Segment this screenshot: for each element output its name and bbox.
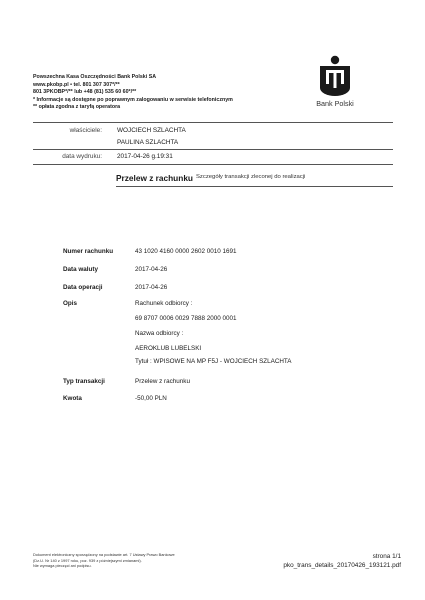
operation-date-value: 2017-04-26 [135,284,168,291]
bank-website-phone: www.pkobp.pl • tel. 801 307 307*/** [33,81,120,88]
value-date-label: Data waluty [63,266,98,273]
pko-logo-icon [317,55,353,97]
section-title: Przelew z rachunku [116,173,194,183]
logo-text: Bank Polski [316,99,354,108]
description-label: Opis [63,300,77,307]
page-number: strona 1/1 [372,553,401,560]
divider-top [33,122,393,123]
divider-owners [33,149,393,150]
recipient-account-value: 69 8707 0006 0029 7888 2000 0001 [135,315,237,322]
owner-2: PAULINA SZLACHTA [117,139,179,146]
owner-1: WOJCIECH SZLACHTA [117,127,186,134]
transaction-type-label: Typ transakcji [63,378,105,385]
amount-value: -50,00 PLN [135,395,167,402]
bank-fee-note: ** opłata zgodna z taryfą operatora [33,104,121,111]
bank-phone-alt: 801 3PKOBP*/** lub +48 (81) 535 60 60*/** [33,89,137,96]
print-date-label: data wydruku: [62,153,102,160]
account-number-label: Numer rachunku [63,248,114,255]
amount-label: Kwota [63,395,82,402]
section-subtitle: Szczegóły transakcji zleconej do realizacji [196,174,306,180]
transaction-type-value: Przelew z rachunku [135,378,190,385]
bank-logo [309,55,361,113]
page-info [283,552,401,570]
legal-line-3: Nie wymaga pieczęci ani podpisu. [33,563,92,569]
bank-contact-block [33,74,303,112]
file-name: pko_trans_details_20170426_193121.pdf [283,562,401,569]
legal-line-1: Dokument elektroniczny sporządzony na podstawie art. 7 Ustawy Prawo Bankowe [33,552,175,557]
transfer-title: Tytuł : WPISOWE NA MP F5J - WOJCIECH SZLACHTA [135,358,292,365]
divider-date [33,164,393,165]
bank-name: Powszechna Kasa Oszczędności Bank Polski SA [33,74,157,80]
print-date-value: 2017-04-26 g.19:31 [117,153,173,160]
legal-line-2: (Dz.U. Nr 140 z 1997 roku, poz. 939 z późniejszymi zmianami). [33,557,142,563]
operation-date-label: Data operacji [63,284,103,291]
owners-label: właściciele: [69,127,102,134]
value-date-value: 2017-04-26 [135,266,168,273]
recipient-account-label: Rachunek odbiorcy : [135,300,193,307]
recipient-name-value: AEROKLUB LUBELSKI [135,345,202,352]
bank-info-note: * Informacje są dostępne po poprawnym zalogowaniu w serwisie telefonicznym [33,96,233,103]
recipient-name-label: Nazwa odbiorcy : [135,330,184,337]
account-number-value: 43 1020 4160 0000 2602 0010 1691 [135,248,237,255]
legal-note [33,552,203,569]
divider-section [116,186,393,187]
